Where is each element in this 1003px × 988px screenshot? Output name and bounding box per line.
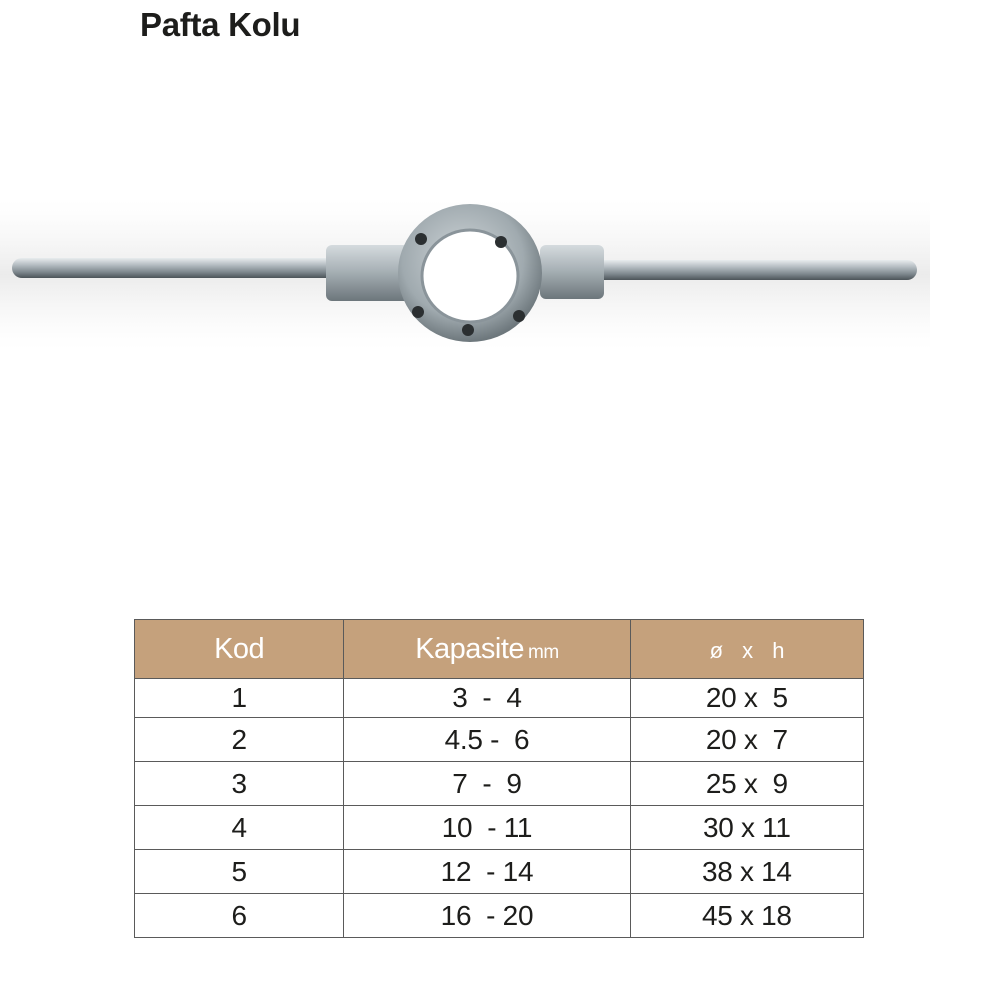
kod-cell: 2 xyxy=(135,718,344,762)
header-kapasite-unit: mm xyxy=(528,641,559,663)
table-row xyxy=(135,806,864,850)
table-row xyxy=(135,850,864,894)
kod-cell: 3 xyxy=(135,762,344,806)
kod-cell: 6 xyxy=(135,894,344,938)
table-row xyxy=(135,894,864,938)
table-row xyxy=(135,718,864,762)
dimension-cell: 38 x 14 xyxy=(630,850,863,894)
kod-cell: 1 xyxy=(135,679,344,718)
header-dimension: ø x h xyxy=(630,620,863,679)
table-row xyxy=(135,679,864,718)
die-stock-handle-image xyxy=(0,160,940,400)
kapasite-cell: 16 - 20 xyxy=(344,894,630,938)
dimension-cell: 20 x 5 xyxy=(630,679,863,718)
kapasite-cell: 3 - 4 xyxy=(344,679,630,718)
kapasite-cell: 7 - 9 xyxy=(344,762,630,806)
spec-table xyxy=(134,619,864,938)
header-kod: Kod xyxy=(135,620,344,679)
table-row xyxy=(135,762,864,806)
dimension-cell: 30 x 11 xyxy=(630,806,863,850)
kapasite-cell: 4.5 - 6 xyxy=(344,718,630,762)
kapasite-cell: 10 - 11 xyxy=(344,806,630,850)
kapasite-cell: 12 - 14 xyxy=(344,850,630,894)
kod-cell: 5 xyxy=(135,850,344,894)
dimension-cell: 20 x 7 xyxy=(630,718,863,762)
dimension-cell: 45 x 18 xyxy=(630,894,863,938)
dimension-cell: 25 x 9 xyxy=(630,762,863,806)
header-kapasite: Kapasite mm xyxy=(344,620,630,679)
kod-cell: 4 xyxy=(135,806,344,850)
table-header-row xyxy=(135,620,864,679)
page-title: Pafta Kolu xyxy=(140,6,301,43)
